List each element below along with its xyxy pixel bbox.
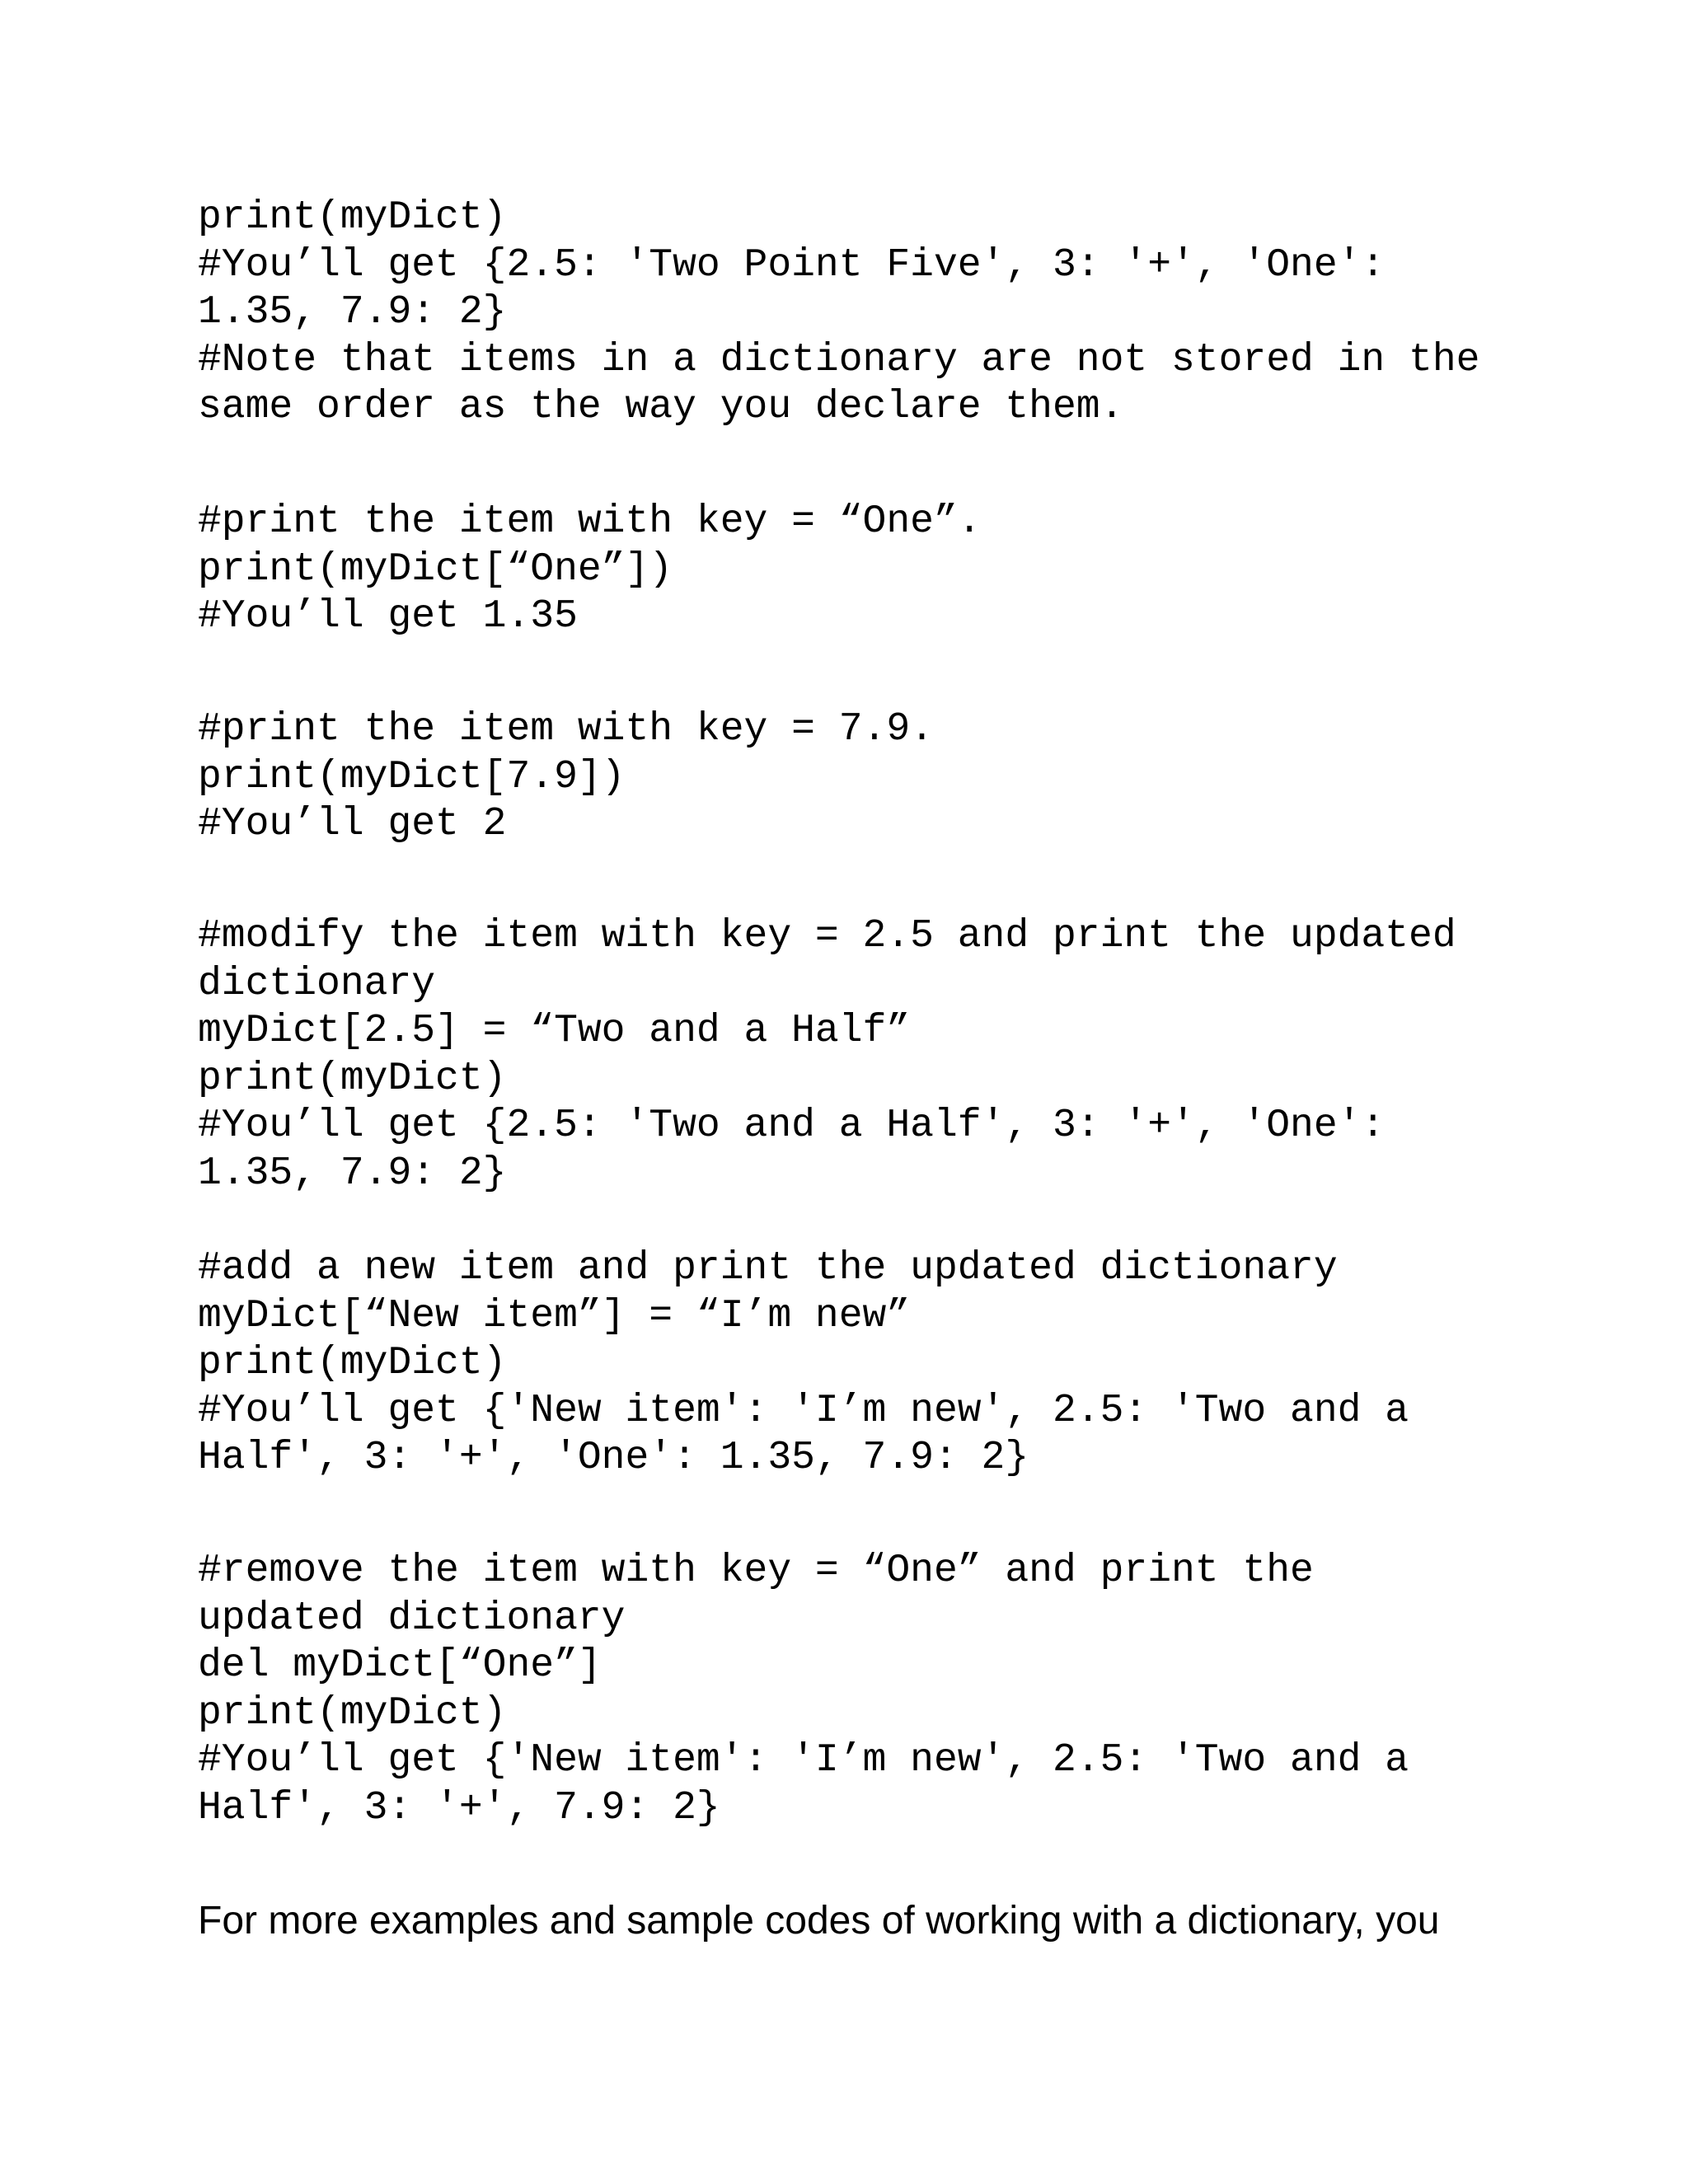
code-line: #You’ll get {'New item': 'I’m new', 2.5: 'Two and a bbox=[198, 1738, 1409, 1783]
code-block-modify-item bbox=[198, 913, 1456, 1197]
code-line: 1.35, 7.9: 2} bbox=[198, 1151, 507, 1196]
code-line: myDict[2.5] = “Two and a Half” bbox=[198, 1009, 911, 1053]
code-line: #You’ll get {'New item': 'I’m new', 2.5: 'Two and a bbox=[198, 1388, 1409, 1433]
code-line: #print the item with key = “One”. bbox=[198, 499, 982, 544]
code-line: #Note that items in a dictionary are not stored in the bbox=[198, 337, 1480, 382]
code-line: print(myDict[“One”]) bbox=[198, 546, 673, 592]
code-line: print(myDict) bbox=[198, 1690, 507, 1736]
code-line: #remove the item with key = “One” and print the bbox=[198, 1549, 1314, 1593]
code-line: Half', 3: '+', 7.9: 2} bbox=[198, 1785, 720, 1830]
code-line: Half', 3: '+', 'One': 1.35, 7.9: 2} bbox=[198, 1436, 1029, 1480]
code-line: 1.35, 7.9: 2} bbox=[198, 290, 507, 335]
code-block-print-key-7-9 bbox=[198, 706, 934, 849]
code-line: #print the item with key = 7.9. bbox=[198, 707, 934, 752]
code-line: same order as the way you declare them. bbox=[198, 385, 1124, 429]
code-line: #You’ll get {2.5: 'Two Point Five', 3: '+', 'One': bbox=[198, 242, 1386, 288]
closing-paragraph: For more examples and sample codes of working with a dictionary, you bbox=[198, 1899, 1440, 1943]
code-line: #modify the item with key = 2.5 and print the updated bbox=[198, 914, 1456, 958]
code-line: #add a new item and print the updated dictionary bbox=[198, 1246, 1338, 1291]
code-block-print-key-one bbox=[198, 499, 982, 641]
code-line: updated dictionary bbox=[198, 1596, 626, 1641]
code-block-remove-item bbox=[198, 1548, 1409, 1832]
code-line: print(myDict) bbox=[198, 195, 507, 240]
code-line: #You’ll get {2.5: 'Two and a Half', 3: '+', 'One': bbox=[198, 1104, 1386, 1148]
code-line: print(myDict) bbox=[198, 1056, 507, 1101]
code-line: #You’ll get 1.35 bbox=[198, 594, 578, 639]
code-line: print(myDict) bbox=[198, 1341, 507, 1385]
code-line: del myDict[“One”] bbox=[198, 1643, 602, 1688]
code-line: myDict[“New item”] = “I’m new” bbox=[198, 1293, 911, 1338]
code-line: #You’ll get 2 bbox=[198, 802, 507, 846]
code-line: print(myDict[7.9]) bbox=[198, 754, 626, 799]
code-block-print-dict bbox=[198, 194, 1479, 432]
code-line: dictionary bbox=[198, 961, 436, 1006]
code-block-add-item bbox=[198, 1245, 1409, 1483]
